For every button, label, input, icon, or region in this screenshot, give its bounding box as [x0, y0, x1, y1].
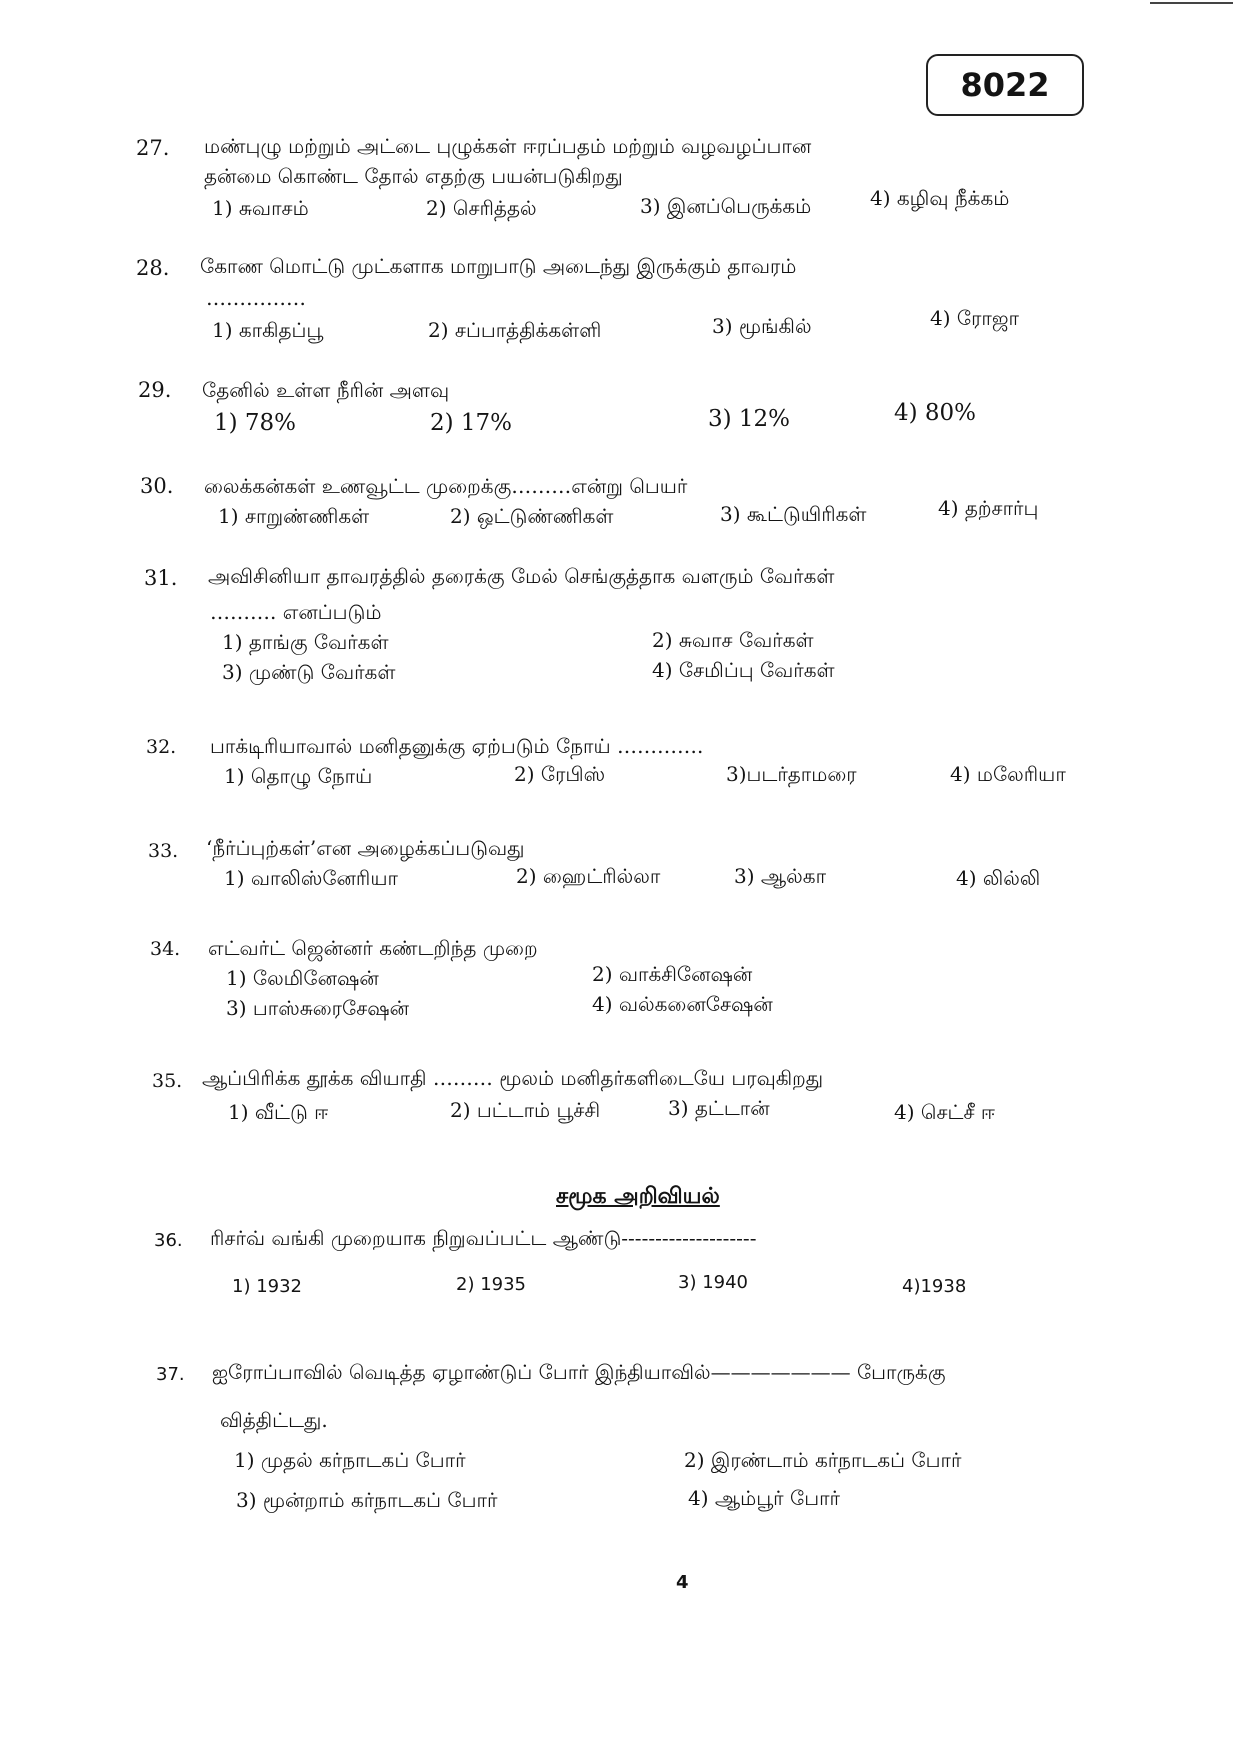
option: 4) வல்கனைசேஷன் [592, 992, 773, 1016]
question-number: 27. [136, 136, 170, 160]
question-text: ………. எனப்படும் [210, 600, 382, 624]
question-number: 29. [138, 378, 172, 402]
option: 3) பாஸ்சுரைசேஷன் [226, 996, 410, 1020]
question-text: மண்புழு மற்றும் அட்டை புழுக்கள் ஈரப்பதம் மற்றும் வழவழப்பான [204, 134, 812, 158]
question-number: 32. [146, 736, 177, 758]
option: 2) ஹைட்ரில்லா [516, 864, 661, 888]
question-text: …………… [206, 286, 306, 310]
option: 1) சுவாசம் [212, 196, 309, 220]
option: 1) 1932 [232, 1276, 303, 1297]
question-text: தன்மை கொண்ட தோல் எதற்கு பயன்படுகிறது [204, 164, 623, 188]
question-number: 37. [156, 1364, 185, 1385]
option: 2) ரேபிஸ் [514, 762, 606, 786]
option: 3) ஆல்கா [734, 864, 827, 888]
option: 3) தட்டான் [668, 1096, 770, 1120]
paper-code-box [926, 54, 1084, 116]
option: 3) இனப்பெருக்கம் [640, 194, 812, 218]
question-text: வித்திட்டது. [220, 1408, 328, 1432]
option: 3) கூட்டுயிரிகள் [720, 502, 867, 526]
option: 1) வாலிஸ்னேரியா [224, 866, 398, 890]
question-number: 30. [140, 474, 174, 498]
option: 1) தொழு நோய் [224, 764, 373, 788]
option: 2) சுவாச வேர்கள் [652, 628, 814, 652]
option: 4) லில்லி [956, 866, 1041, 890]
question-number: 35. [152, 1070, 183, 1092]
question-text: ‘நீர்ப்புற்கள்’என அழைக்கப்படுவது [206, 836, 525, 860]
option: 4) தற்சார்பு [938, 496, 1039, 520]
option: 2) ஒட்டுண்ணிகள் [450, 504, 614, 528]
option: 4) சேமிப்பு வேர்கள் [652, 658, 835, 682]
option: 4) கழிவு நீக்கம் [870, 186, 1010, 210]
option: 3) முண்டு வேர்கள் [222, 660, 396, 684]
option: 2) 1935 [456, 1274, 527, 1295]
question-number: 34. [150, 938, 181, 960]
option: 1) காகிதப்பூ [212, 318, 324, 342]
question-number: 31. [144, 566, 178, 590]
section-title: சமூக அறிவியல் [556, 1183, 720, 1209]
question-number: 36. [154, 1230, 183, 1251]
top-edge-rule [1150, 2, 1233, 4]
question-text: கோண மொட்டு முட்களாக மாறுபாடு அடைந்து இருக்கும் தாவரம் [200, 254, 797, 278]
option: 3) 12% [708, 406, 791, 432]
question-text: எட்வர்ட் ஜென்னர் கண்டறிந்த முறை [208, 936, 538, 960]
option: 2) இரண்டாம் கர்நாடகப் போர் [684, 1448, 962, 1472]
option: 1) வீட்டு ஈ [228, 1100, 329, 1124]
option: 1) 78% [214, 410, 297, 436]
option: 2) சப்பாத்திக்கள்ளி [428, 318, 602, 342]
option: 2) பட்டாம் பூச்சி [450, 1098, 601, 1122]
option: 1) சாறுண்ணிகள் [218, 504, 370, 528]
option: 4) செட்சீ ஈ [894, 1100, 995, 1124]
option: 4) 80% [894, 400, 977, 426]
option: 4) ரோஜா [930, 306, 1019, 330]
option: 1) தாங்கு வேர்கள் [222, 630, 389, 654]
option: 3) மூங்கில் [712, 314, 812, 338]
question-text: பாக்டிரியாவால் மனிதனுக்கு ஏற்படும் நோய் …………. [210, 734, 704, 758]
question-text: அவிசினியா தாவரத்தில் தரைக்கு மேல் செங்குத்தாக வளரும் வேர்கள் [208, 564, 835, 588]
question-number: 33. [148, 840, 179, 862]
paper-code: 8022 [960, 66, 1050, 104]
option: 2) செரித்தல் [426, 196, 537, 220]
question-text: ஆப்பிரிக்க தூக்க வியாதி ……… மூலம் மனிதர்களிடையே பரவுகிறது [202, 1066, 824, 1090]
option: 4)1938 [902, 1276, 967, 1297]
question-text: லைக்கன்கள் உணவூட்ட முறைக்கு………என்று பெயர் [204, 474, 688, 498]
option: 2) வாக்சினேஷன் [592, 962, 753, 986]
question-text: ரிசர்வ் வங்கி முறையாக நிறுவப்பட்ட ஆண்டு-------------------- [210, 1226, 757, 1250]
question-number: 28. [136, 256, 170, 280]
option: 2) 17% [430, 410, 513, 436]
option: 3) 1940 [678, 1272, 749, 1293]
option: 1) லேமினேஷன் [226, 966, 379, 990]
question-text: ஐரோப்பாவில் வெடித்த ஏழாண்டுப் போர் இந்தியாவில்——————— போருக்கு [212, 1360, 946, 1384]
option: 4) மலேரியா [950, 762, 1066, 786]
option: 4) ஆம்பூர் போர் [688, 1486, 840, 1510]
question-text: தேனில் உள்ள நீரின் அளவு [202, 378, 450, 402]
page-number: 4 [676, 1572, 689, 1593]
option: 3) மூன்றாம் கர்நாடகப் போர் [236, 1488, 498, 1512]
option: 3)படர்தாமரை [726, 762, 857, 786]
option: 1) முதல் கர்நாடகப் போர் [234, 1448, 466, 1472]
